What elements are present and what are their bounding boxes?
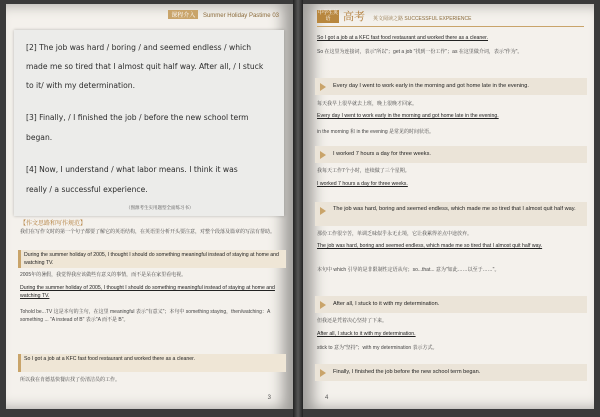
sentence-text: After all, I stuck to it with my determination. <box>333 301 440 307</box>
arrow-icon <box>320 151 326 159</box>
header-badge: 课程介入 <box>168 10 198 19</box>
right-page <box>303 4 594 409</box>
example-sentence-2: So I got a job at a KFC fast food restaurant and worked there as a cleaner. <box>18 354 286 372</box>
analysis-line: Every day I went to work early in the morning and got home late in the evening. <box>317 113 499 119</box>
handwritten-line: made me so tired that I almost quit half way. After all, / I stuck <box>26 62 264 71</box>
analysis-note: So 在这里为连接词，表示"所以"；get a job "找到一份工作"；as 在这里做介词，表示"作为"。 <box>317 49 523 55</box>
analysis-note: in the morning 和 in the evening 是常见的时间状语。 <box>317 129 434 135</box>
sentence-bar <box>315 146 587 163</box>
analysis-line: So I got a job at a KFC fast food restaurant and worked there as a cleaner. <box>317 35 488 41</box>
handwritten-essay-photo <box>14 30 284 216</box>
analysis-note: stick to 意为"坚持"；with my determination 表示方式。 <box>317 345 438 351</box>
example-1-translation: 2005年的暑假，我觉得我应该做些有意义的事情，而不是呆在家里看电视。 <box>20 272 187 278</box>
section-heading: 【作文思路和写作规范】 <box>20 221 87 227</box>
sentence-text: Finally, I finished the job before the new school term began. <box>333 369 481 375</box>
page-number: 3 <box>267 395 271 401</box>
header-num: 03 <box>272 13 279 19</box>
example-2-translation: 所以我在肯德基快餐店找了份清洁员的工作。 <box>20 377 121 383</box>
sentence-bar <box>315 296 587 313</box>
sentence-translation: 但我还是凭着决心坚持了下来。 <box>317 318 388 324</box>
handwritten-line: began. <box>26 133 53 142</box>
left-page <box>6 4 293 409</box>
header-text: Summer Holiday Pastime <box>202 13 271 19</box>
arrow-icon <box>320 301 326 309</box>
header-title: 高考 <box>343 10 365 23</box>
photo-caption: （图源考生实用题型全面练习书） <box>126 205 194 210</box>
handwritten-line: [3] Finally, / I finished the job / before the new school term <box>26 113 249 122</box>
book-gutter <box>293 0 303 417</box>
right-page-header <box>317 8 584 27</box>
example-sentence-1: During the summer holiday of 2005, I thought I should do something meaningful instead of staying at home and watching TV. <box>18 250 286 268</box>
analysis-line: After all, I stuck to it with my determination. <box>317 331 416 337</box>
handwritten-line: really / a successful experience. <box>26 185 148 194</box>
intro-text: 我们在写作文时的第一个句子都要了解它的英语结构，在英语里分析开头要注意，对整个段落及篇章的写法有帮助。 <box>20 229 276 235</box>
sentence-translation: 我每天工作7个小时，连续做了三个星期。 <box>317 168 410 174</box>
handwritten-line: to it/ with my determination. <box>26 81 135 90</box>
sentence-text: The job was hard, boring and seemed endless, which made me so tired that I almost quit half way. <box>333 206 576 212</box>
left-page-header <box>168 10 279 19</box>
arrow-icon <box>320 369 326 377</box>
header-subtitle: 英文阅读之路 SUCCESSFUL EXPERIENCE <box>373 16 472 22</box>
sentence-text: I worked 7 hours a day for three weeks. <box>333 151 431 157</box>
sentence-bar <box>315 78 587 95</box>
page-number: 4 <box>325 395 329 401</box>
analysis-line: The job was hard, boring and seemed endless, which made me so tired that I almost quit half way. <box>317 243 543 249</box>
analysis-note: 本句中 which 引导的是非限制性定语从句；so...that... 意为"如此……以至于……"。 <box>317 267 500 273</box>
series-logo: 中学生英语 <box>317 10 338 22</box>
arrow-icon <box>320 207 326 215</box>
example-1-analysis: During the summer holiday of 2005, I thought I should do something meaningful instead of staying at home and watching TV. <box>20 285 275 299</box>
sentence-bar <box>315 364 587 381</box>
handwritten-line: [2] The job was hard / boring / and seemed endless / which <box>26 43 252 52</box>
grammar-note: Tohold be...TV 这是本句的主句，在这里 meaningful 表示"有意义"；本句中 something staying，then/watching：A something ... "A instead of B" 表示"A 而不是 B"。 <box>20 309 271 323</box>
sentence-text: Every day I went to work early in the morning and got home late in the evening. <box>333 83 529 89</box>
sentence-translation: 那份工作很辛苦，单调乏味似乎永无止境，它让我累得差点中途放弃。 <box>317 231 473 237</box>
sentence-bar <box>315 202 587 226</box>
handwritten-line: [4] Now, I understand / what labor means. I think it was <box>26 165 238 174</box>
arrow-icon <box>320 83 326 91</box>
analysis-line: I worked 7 hours a day for three weeks. <box>317 181 408 187</box>
sentence-translation: 每天我早上很早就去上班，晚上很晚才回家。 <box>317 101 418 107</box>
